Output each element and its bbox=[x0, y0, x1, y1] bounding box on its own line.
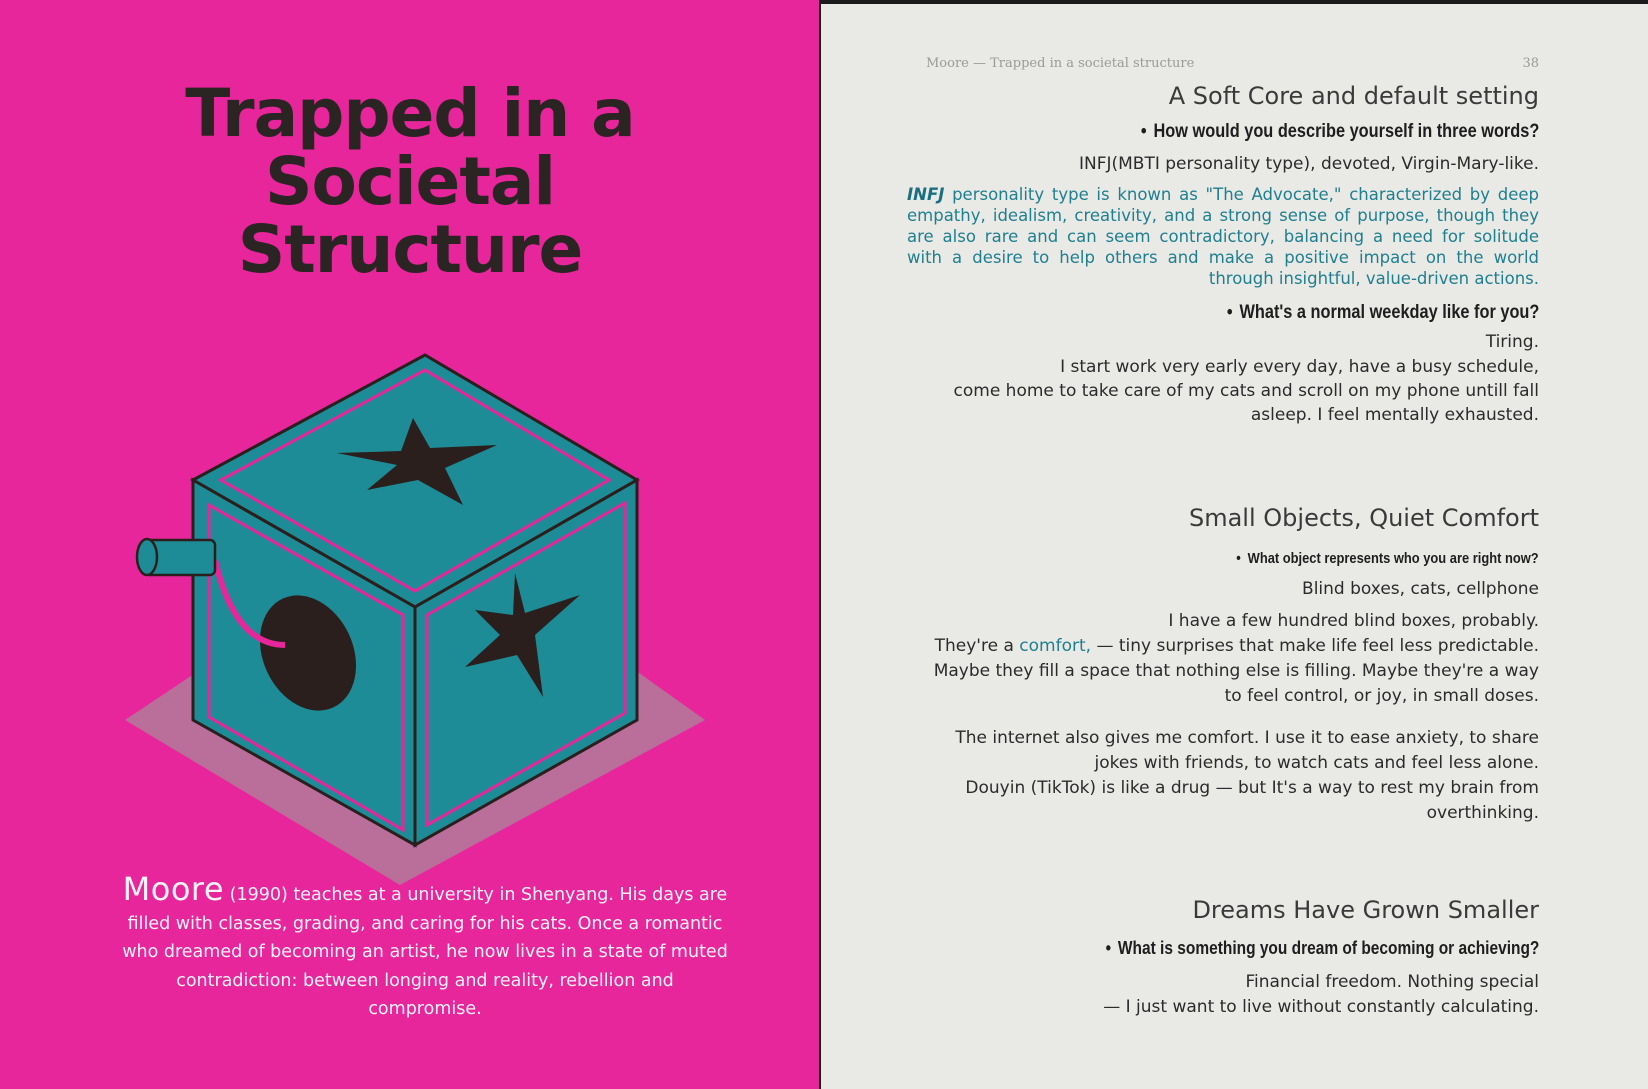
blind-box-line-3: Maybe they fill a space that nothing else is filling. Maybe they're a way bbox=[933, 661, 1539, 681]
internet-line-2: jokes with friends, to watch cats and feel less alone. bbox=[1094, 753, 1539, 773]
infj-note-text: personality type is known as "The Advocate," characterized by deep empathy, idealism, creativity, and a strong sense of purpose, though they are also rare and can seem contradictory, balancing a need for solitude with a desire to help others and make a positive impact on the world through insightful, value-driven actions. bbox=[907, 185, 1539, 288]
question-weekday: • What's a normal weekday like for you? bbox=[1226, 302, 1539, 323]
infj-note-lead: INFJ bbox=[907, 185, 945, 204]
question-object: • What object represents who you are right now? bbox=[1236, 550, 1539, 567]
page-title: Trapped in a Societal Structure bbox=[185, 75, 635, 288]
comfort-highlight: comfort, bbox=[1019, 636, 1092, 656]
blind-box-line-2: They're a comfort, — tiny surprises that make life feel less predictable. bbox=[934, 636, 1539, 656]
internet-line-1: The internet also gives me comfort. I use it to ease anxiety, to share bbox=[955, 728, 1539, 748]
blind-box-line-1: I have a few hundred blind boxes, probably. bbox=[1168, 611, 1539, 631]
bio-text: (1990) teaches at a university in Shenyang. His days are filled with classes, grading, and caring for his cats. Once a romantic who dreamed of becoming an artist, he now lives in a state of muted contradiction: between longing and reality, rebellion and compromise. bbox=[122, 885, 728, 1019]
right-page bbox=[821, 4, 1648, 1089]
infj-note bbox=[907, 184, 1539, 289]
blind-box-line-4: to feel control, or joy, in small doses. bbox=[1224, 686, 1539, 706]
internet-line-4: overthinking. bbox=[1426, 803, 1539, 823]
answer-object: Blind boxes, cats, cellphone bbox=[1302, 579, 1539, 599]
bio-name: Moore bbox=[122, 870, 225, 908]
answer-weekday-line-3: come home to take care of my cats and scroll on my phone untill fall bbox=[953, 381, 1539, 401]
section-heading-dreams: Dreams Have Grown Smaller bbox=[1192, 896, 1539, 924]
question-three-words: • How would you describe yourself in three words? bbox=[1140, 121, 1539, 142]
running-head bbox=[926, 56, 1539, 71]
answer-weekday-line-4: asleep. I feel mentally exhausted. bbox=[1250, 405, 1539, 425]
left-page bbox=[0, 0, 819, 1089]
answer-dream-line-2: — I just want to live without constantly calculating. bbox=[1103, 997, 1539, 1017]
section-heading-small-objects: Small Objects, Quiet Comfort bbox=[1188, 504, 1539, 532]
bio-paragraph bbox=[120, 870, 730, 1024]
running-head-title: Moore — Trapped in a societal structure bbox=[926, 56, 1195, 71]
answer-weekday-line-1: Tiring. bbox=[1485, 332, 1539, 352]
answer-three-words: INFJ(MBTI personality type), devoted, Virgin-Mary-like. bbox=[1078, 154, 1539, 174]
section-heading-soft-core: A Soft Core and default setting bbox=[1168, 82, 1539, 110]
page-number: 38 bbox=[1522, 56, 1539, 71]
question-dream: • What is something you dream of becoming or achieving? bbox=[1105, 938, 1539, 958]
music-box-icon bbox=[125, 345, 705, 885]
answer-weekday-line-2: I start work very early every day, have a busy schedule, bbox=[1060, 357, 1539, 377]
internet-line-3: Douyin (TikTok) is like a drug — but It's a way to rest my brain from bbox=[965, 778, 1539, 798]
answer-dream-line-1: Financial freedom. Nothing special bbox=[1245, 972, 1539, 992]
